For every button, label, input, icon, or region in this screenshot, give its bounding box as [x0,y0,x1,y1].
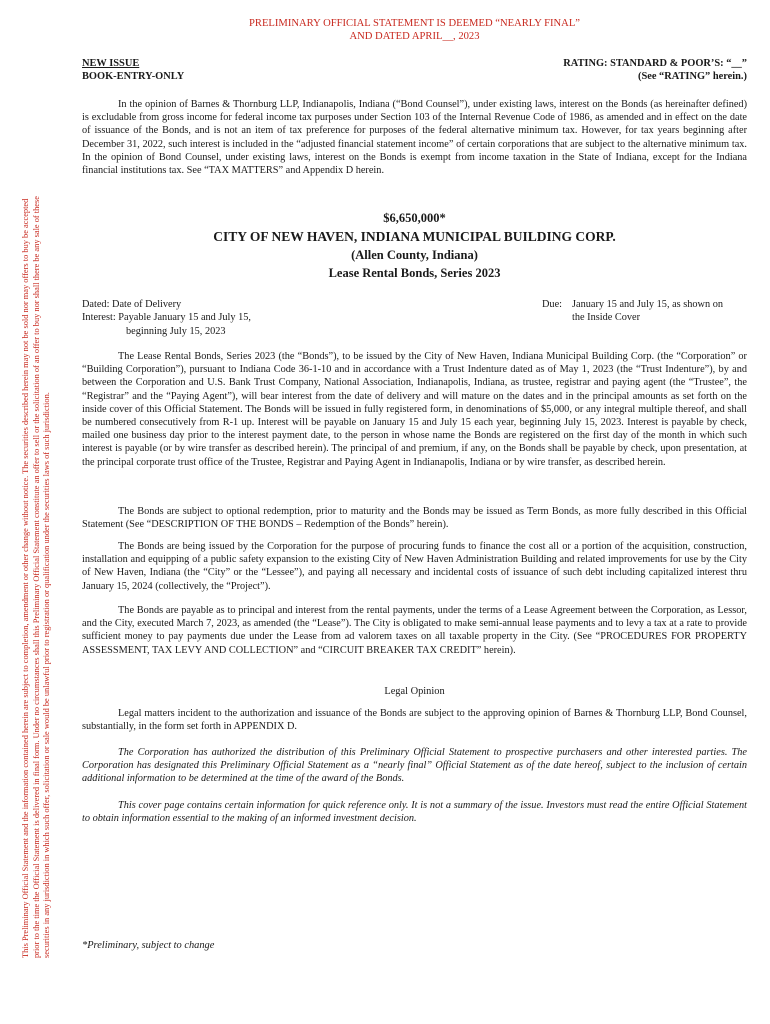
preliminary-header [82,17,747,43]
disclaimer-line: securities in any jurisdiction in which such offer, solicitation or sale would be unlawful prior to registration or qualification under the securities laws of such jurisdiction. [42,392,52,958]
disclaimer-line: This Preliminary Official Statement and the information contained herein are subject to completion, amendment or other change without notice. The securities described herein may not be sold nor may offers to buy be accepted [21,198,30,958]
bond-series: Lease Rental Bonds, Series 2023 [328,266,501,280]
new-issue-label: NEW ISSUE [82,58,140,69]
preliminary-footnote: *Preliminary, subject to change [82,940,215,951]
redemption-paragraph: The Bonds are subject to optional redemption, prior to maturity and the Bonds may be issued as Term Bonds, as more fully described in this Official Statement (See “DESCRIPTION OF THE BONDS – Redemption of the Bonds” herein). [82,506,747,531]
bond-amount: $6,650,000* [383,211,446,225]
due-line-2: the Inside Cover [572,312,641,324]
rating-reference: (See “RATING” herein.) [638,71,747,82]
due-dates [542,298,752,325]
interest-line: Interest: Payable January 15 and July 15, [82,312,251,324]
distribution-paragraph: The Corporation has authorized the distribution of this Preliminary Official Statement to prospective purchasers and other interested parties. The Corporation has designated this Preliminary Official Statement as a “nearly final” Official Statement as of the date hereof, subject to the inclusion of certain additional information to be determined at the time of the award of the Bonds. [82,747,747,785]
due-label: Due: [542,299,563,310]
bond-title [82,210,747,282]
dated-interest [82,298,251,338]
due-line-1: January 15 and July 15, as shown on [572,299,724,310]
bonds-description-paragraph: The Lease Rental Bonds, Series 2023 (the “Bonds”), to be issued by the City of New Haven, Indiana Municipal Building Corp. (the “Corporation” or “Building Corporation”), pursuant to Indiana Code 36-1-10 and in accordance with a Trust Indenture dated as of May 1, 2023 (the “Trust Indenture”), by and between the Corporation and U.S. Bank Trust Company, National Association, Indianapolis, Indiana, as trustee, registrar and paying agent (the “Trustee”, the “Registrar” and the “Paying Agent”), will bear interest from the date of delivery and will mature on the dates and in the principal amounts as set forth on the inside cover of this Official Statement. The Bonds will be issued in fully registered form, in denominations of $5,000, or any integral multiple thereof, and shall be numbered consecutively from R-1 up. Interest will be payable on January 15 and July 15 each year, beginning July 15, 2023. Interest is payable by check, mailed one business day prior to the interest payment date, to the person in whose name the Bonds are registered on the first day of the month in which such interest is payable (or by wire transfer as described herein). The principal of and premium, if any, on the Bonds shall be payable by check, upon presentation, at the principal corporate trust office of the Trustee, Registrar and Paying Agent in Indianapolis, Indiana or by wire transfer, as described herein. [82,351,747,468]
tax-opinion-paragraph: In the opinion of Barnes & Thornburg LLP, Indianapolis, Indiana (“Bond Counsel”), under existing laws, interest on the Bonds (as hereinafter defined) is excludable from gross income for federal income tax purposes under Section 103 of the Internal Revenue Code of 1986, as amended and in effect on the date of issuance of the Bonds, and is not an item of tax preference for purposes of the federal alternative minimum tax. However, for tax years beginning after December 31, 2022, such interest is included in the “adjusted financial statement income” of certain corporations that are subject to the alternative minimum tax. In the opinion of Bond Counsel, under existing laws, interest on the Bonds is exempt from income taxation in the State of Indiana, except for the Indiana financial institutions tax. See “TAX MATTERS” and Appendix D herein. [82,99,747,177]
rating-info [563,57,747,83]
cover-page-notice: This cover page contains certain information for quick reference only. It is not a summary of the issue. Investors must read the entire Official Statement to obtain information essential to the making of an informed investment decision. [82,800,747,825]
payment-paragraph: The Bonds are payable as to principal and interest from the rental payments, under the terms of a Lease Agreement between the Corporation, as Lessor, and the City, executed March 7, 2023, as amended (the “Lease”). The City is obligated to make semi-annual lease payments and to levy a tax at a rate to provide sufficient money to pay payments due under the Lease from ad valorem taxes on all taxable property in the City. (See “PROCEDURES FOR PROPERTY ASSESSMENT, TAX LEVY AND COLLECTION” and “CIRCUIT BREAKER TAX CREDIT” herein). [82,605,747,656]
legal-opinion-heading: Legal Opinion [384,686,445,697]
interest-line-2: beginning July 15, 2023 [126,325,226,337]
issue-type [82,57,184,83]
rating-label: RATING: STANDARD & POOR’S: “__” [563,58,747,69]
dated-line: Dated: Date of Delivery [82,299,182,310]
book-entry-label: BOOK-ENTRY-ONLY [82,71,185,82]
preliminary-disclaimer [21,18,53,958]
header-line-2: AND DATED APRIL__, 2023 [349,31,480,42]
issuer-name: CITY OF NEW HAVEN, INDIANA MUNICIPAL BUILDING CORP. [213,229,616,244]
county-name: (Allen County, Indiana) [351,248,478,262]
purpose-paragraph: The Bonds are being issued by the Corporation for the purpose of procuring funds to finance the cost all or a portion of the acquisition, construction, installation and equipping of a public safety expansion to the existing City of New Haven Administration Building and related improvements for use by the City of New Haven, Indiana (the “City” or the “Lessee”), and paying all necessary and incidental costs of issuance of such debt including capitalized interest thru January 15, 2024 (collectively, the “Project”). [82,541,747,592]
disclaimer-line: prior to the time the Official Statement is delivered in final form. Under no circumstances shall this Preliminary Official Statement constitute an offer to sell or the solicitation of an offer to buy nor shall there be any sale of these [31,196,41,958]
legal-matters-paragraph: Legal matters incident to the authorization and issuance of the Bonds are subject to the approving opinion of Barnes & Thornburg LLP, Bond Counsel, substantially, in the form set forth in APPENDIX D. [82,708,747,733]
header-line-1: PRELIMINARY OFFICIAL STATEMENT IS DEEMED “NEARLY FINAL” [249,18,580,29]
